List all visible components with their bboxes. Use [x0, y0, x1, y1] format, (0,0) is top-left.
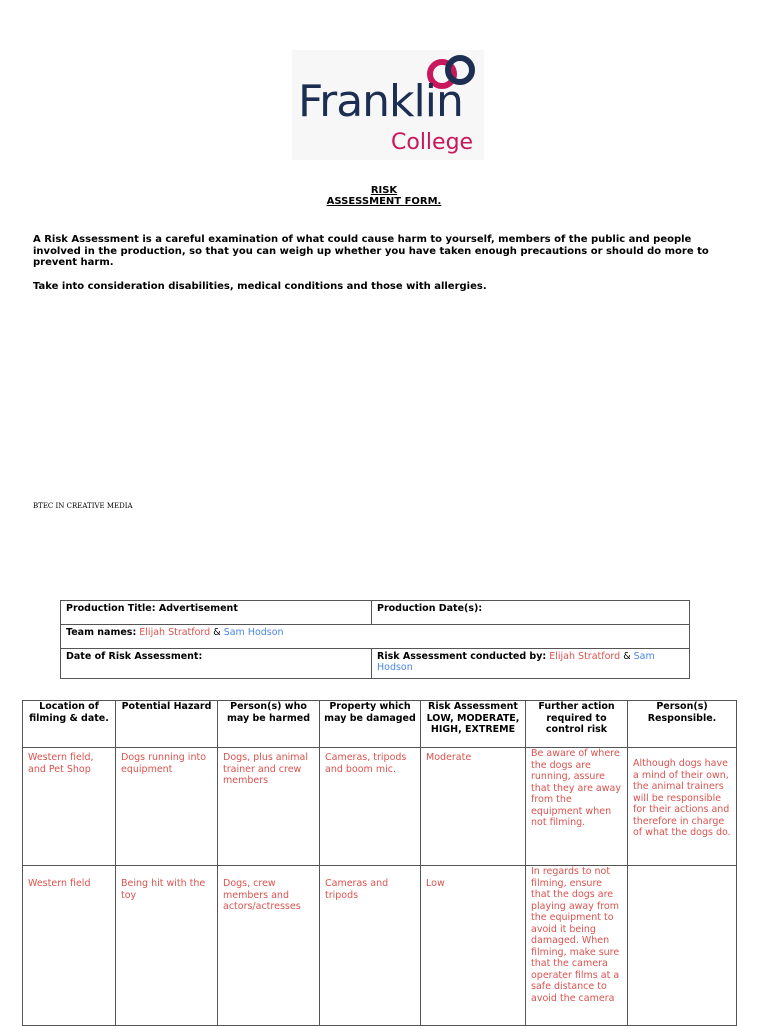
row-risk-level: Moderate: [421, 748, 526, 866]
table-row: [23, 866, 737, 1026]
header-hazard: Potential Hazard: [116, 701, 218, 748]
production-info-table: [60, 600, 690, 679]
college-logo: [292, 50, 484, 160]
row-responsible: [628, 866, 737, 1026]
header-persons-harmed: Person(s) who may be harmed: [218, 701, 320, 748]
production-title-cell: Production Title: Advertisement: [61, 601, 372, 625]
row-persons-harmed: Dogs, plus animal trainer and crew members: [218, 748, 320, 866]
header-risk-level: Risk Assessment LOW, MODERATE, HIGH, EXTREME: [421, 701, 526, 748]
row-further-action: In regards to not filming, ensure that the dogs are playing away from the equipment to avoid it being damaged. When filming, make sure that the camera operater films at a safe distance to avoid the camera: [526, 866, 628, 1026]
risk-assessment-table: [22, 700, 737, 1026]
row-hazard: Being hit with the toy: [116, 866, 218, 1026]
row-responsible: Although dogs have a mind of their own, the animal trainers will be responsible for their actions and therefore in charge of what the dogs do.: [628, 748, 737, 866]
conductor-2: Sam Hodson: [377, 651, 655, 673]
header-property: Property which may be damaged: [320, 701, 421, 748]
conductor-1: Elijah Stratford: [549, 651, 621, 662]
header-further-action: Further action required to control risk: [526, 701, 628, 748]
assessment-date-cell: Date of Risk Assessment:: [61, 649, 372, 679]
course-note: BTEC IN CREATIVE MEDIA: [33, 502, 133, 510]
row-property: Cameras and tripods: [320, 866, 421, 1026]
row-location: Western field: [23, 866, 116, 1026]
row-property: Cameras, tripods and boom mic.: [320, 748, 421, 866]
team-member-1: Elijah Stratford: [139, 627, 211, 638]
row-persons-harmed: Dogs, crew members and actors/actresses: [218, 866, 320, 1026]
row-further-action: Be aware of where the dogs are running, assure that they are away from the equipment when not filming.: [526, 748, 628, 866]
form-title-line-1: RISK: [370, 185, 398, 196]
row-risk-level: Low: [421, 866, 526, 1026]
header-location: Location of filming & date.: [23, 701, 116, 748]
intro-paragraph: A Risk Assessment is a careful examination of what could cause harm to yourself, members of the public and people involved in the production, so that you can weigh up whether you have taken enough precautions or should do more to prevent harm.: [33, 234, 709, 268]
team-names-cell: Team names: Elijah Stratford & Sam Hodson: [61, 625, 690, 649]
conducted-by-cell: Risk Assessment conducted by: Elijah Stratford & Sam Hodson: [372, 649, 690, 679]
production-dates-cell: Production Date(s):: [372, 601, 690, 625]
header-responsible: Person(s) Responsible.: [628, 701, 737, 748]
team-member-2: Sam Hodson: [223, 627, 284, 638]
intro-considerations: Take into consideration disabilities, medical conditions and those with allergies.: [33, 281, 487, 292]
logo-sub-text: College: [391, 130, 474, 155]
table-header-row: [23, 701, 737, 748]
row-hazard: Dogs running into equipment: [116, 748, 218, 866]
row-location: Western field, and Pet Shop: [23, 748, 116, 866]
form-title-line-2: ASSESSMENT FORM.: [326, 196, 442, 207]
table-row: [23, 748, 737, 866]
logo-brand-text: Franklin: [298, 76, 463, 127]
